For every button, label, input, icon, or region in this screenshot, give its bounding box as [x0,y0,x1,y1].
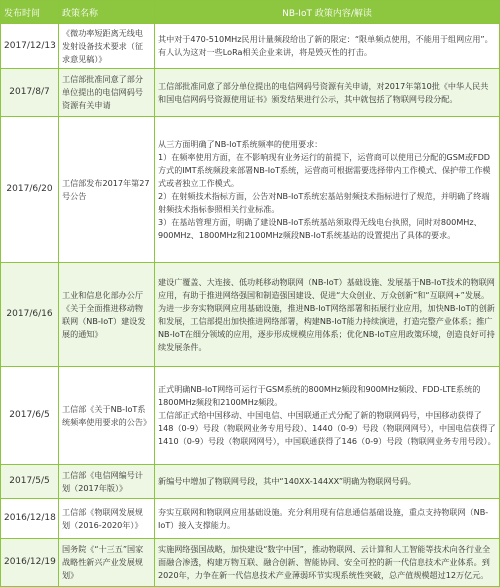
row-policy-name: 工信部批准同意了部分单位提出的电信网码号资源有关申请 [59,69,155,117]
row-content [155,499,500,539]
content-paragraph: 正式明确NB-IoT网络可运行于GSM系统的800MHz频段和900MHz频段、FDD-LTE系统的1800MHz频段和2100MHz频段。 [158,384,481,407]
content-paragraph: 工信部正式给中国移动、中国电信、中国联通正式分配了新的物联网码号，中国移动获得了148（0-9）号段（物联网业务专用号段）、1440（0-9）号段（物联网网号），中国电信获得了1410（0-9）号段（物联网网号），中国联通获得了146（0-9）号段（物联网业务专用号段）。 [158,410,496,446]
row-content [155,367,500,465]
content-paragraph: 新编号中增加了物联网号段，其中“140XX-144XX”明确为物联网号码。 [158,476,416,486]
table-row [1,465,500,499]
content-paragraph: 实施网络强国战略，加快建设“数字中国”，推动物联网、云计算和人工智能等技术向各行业全面融合渗透，构建万物互联、融合创新、智能协同、安全可控的新一代信息技术产业体系。到2020年，力争在新一代信息技术产业薄弱环节实现系统性突破，总产值规模超过12万亿元。 [158,544,491,580]
row-date: 2017/12/13 [1,24,59,69]
header-content: NB-IoT 政策内容/解读 [155,1,500,24]
row-policy-name: 国务院《“十三五”国家战略性新兴产业发展规划》 [59,539,155,587]
row-date: 2016/12/19 [1,539,59,587]
content-paragraph: 工信部批准同意了部分单位提出的电信网码号资源有关申请，对2017年第10批《中华人民共和国电信网码号资源使用证书》颁发结果进行公示，其中就包括了物联网号段分配。 [158,80,489,104]
row-date: 2016/12/18 [1,499,59,539]
row-policy-name: 工业和信息化部办公厅《关于全面推进移动物联网（NB-IoT）建设发展的通知》 [59,263,155,367]
header-time: 发布时间 [1,1,59,24]
row-date: 2017/6/5 [1,367,59,465]
content-paragraph: 为进一步夯实物联网应用基础设施，推进NB-IoT网络部署和拓展行业应用，加快NB-IoT的创新和发展，工信部提出加快推进网络部署，构建NB-IoT能力持续演进，打造完整产业体系；推广NB-IoT在细分领域的应用，逐步形成规模应用体系；优化NB-IoT应用政策环境，创造良好可持续发展条件。 [158,302,495,352]
content-paragraph: 1）在频率使用方面，在不影响现有业务运行的前提下，运营商可以使用已分配的GSM或FDD方式的IMT系统频段来部署NB-IoT系统，运营商可根据需要选择带内工作模式、保护带工作模式或者独立工作模式。 [158,151,491,188]
content-paragraph: 夯实互联网和物联网应用基础设施。充分利用现有信息通信基础设施，重点支持物联网（NB-IoT）接入支撑能力。 [158,506,489,530]
row-date: 2017/8/7 [1,69,59,117]
table-row [1,367,500,465]
row-content [155,539,500,587]
row-content [155,263,500,367]
header-policy: 政策名称 [59,1,155,24]
table-row [1,24,500,69]
table-row [1,69,500,117]
table-row [1,539,500,587]
table-row [1,263,500,367]
row-policy-name: 工信部《关于NB-IoT系统频率使用要求的公告》 [59,367,155,465]
content-paragraph: 2）在射频技术指标方面，公告对NB-IoT系统宏基站射频技术指标进行了规范，并明确了终端射频技术指标参照相关行业标准。 [158,190,490,214]
row-policy-name: 工信部《物联网发展规划（2016-2020年）》 [59,499,155,539]
row-policy-name: 工信部《电信网编号计划（2017年版）》 [59,465,155,499]
content-paragraph: 3）在基站管理方面，明确了建设NB-IoT系统基站须取得无线电台执照，同时对800MHz、900MHz、1800MHz和2100MHz频段NB-IoT系统基站的设置提出了具体的要求。 [158,216,482,240]
table-row [1,499,500,539]
row-policy-name: 《微功率短距离无线电发射设备技术要求（征求意见稿）》 [59,24,155,69]
row-policy-name: 工信部发布2017年第27号公告 [59,117,155,263]
row-date: 2017/6/16 [1,263,59,367]
row-date: 2017/6/20 [1,117,59,263]
table-header-row [1,1,500,24]
row-content [155,465,500,499]
row-content [155,117,500,263]
row-date: 2017/5/5 [1,465,59,499]
table-row [1,117,500,263]
row-content [155,24,500,69]
content-paragraph: 从三方面明确了NB-IoT系统频率的使用要求： [158,138,323,149]
content-paragraph: 其中对于470-510MHz民用计量频段给出了新的限定：“限单频点使用，不能用于组网应用”。有人认为这对一些LoRa相关企业来讲，将是毁灭性的打击。 [158,34,493,57]
row-content [155,69,500,117]
content-paragraph: 建设广覆盖、大连接、低功耗移动物联网（NB-IoT）基础设施、发展基于NB-IoT技术的物联网应用，有助于推进网络强国和制造强国建设、促进“大众创业、万众创新”和“互联网+”发展。 [158,276,495,300]
